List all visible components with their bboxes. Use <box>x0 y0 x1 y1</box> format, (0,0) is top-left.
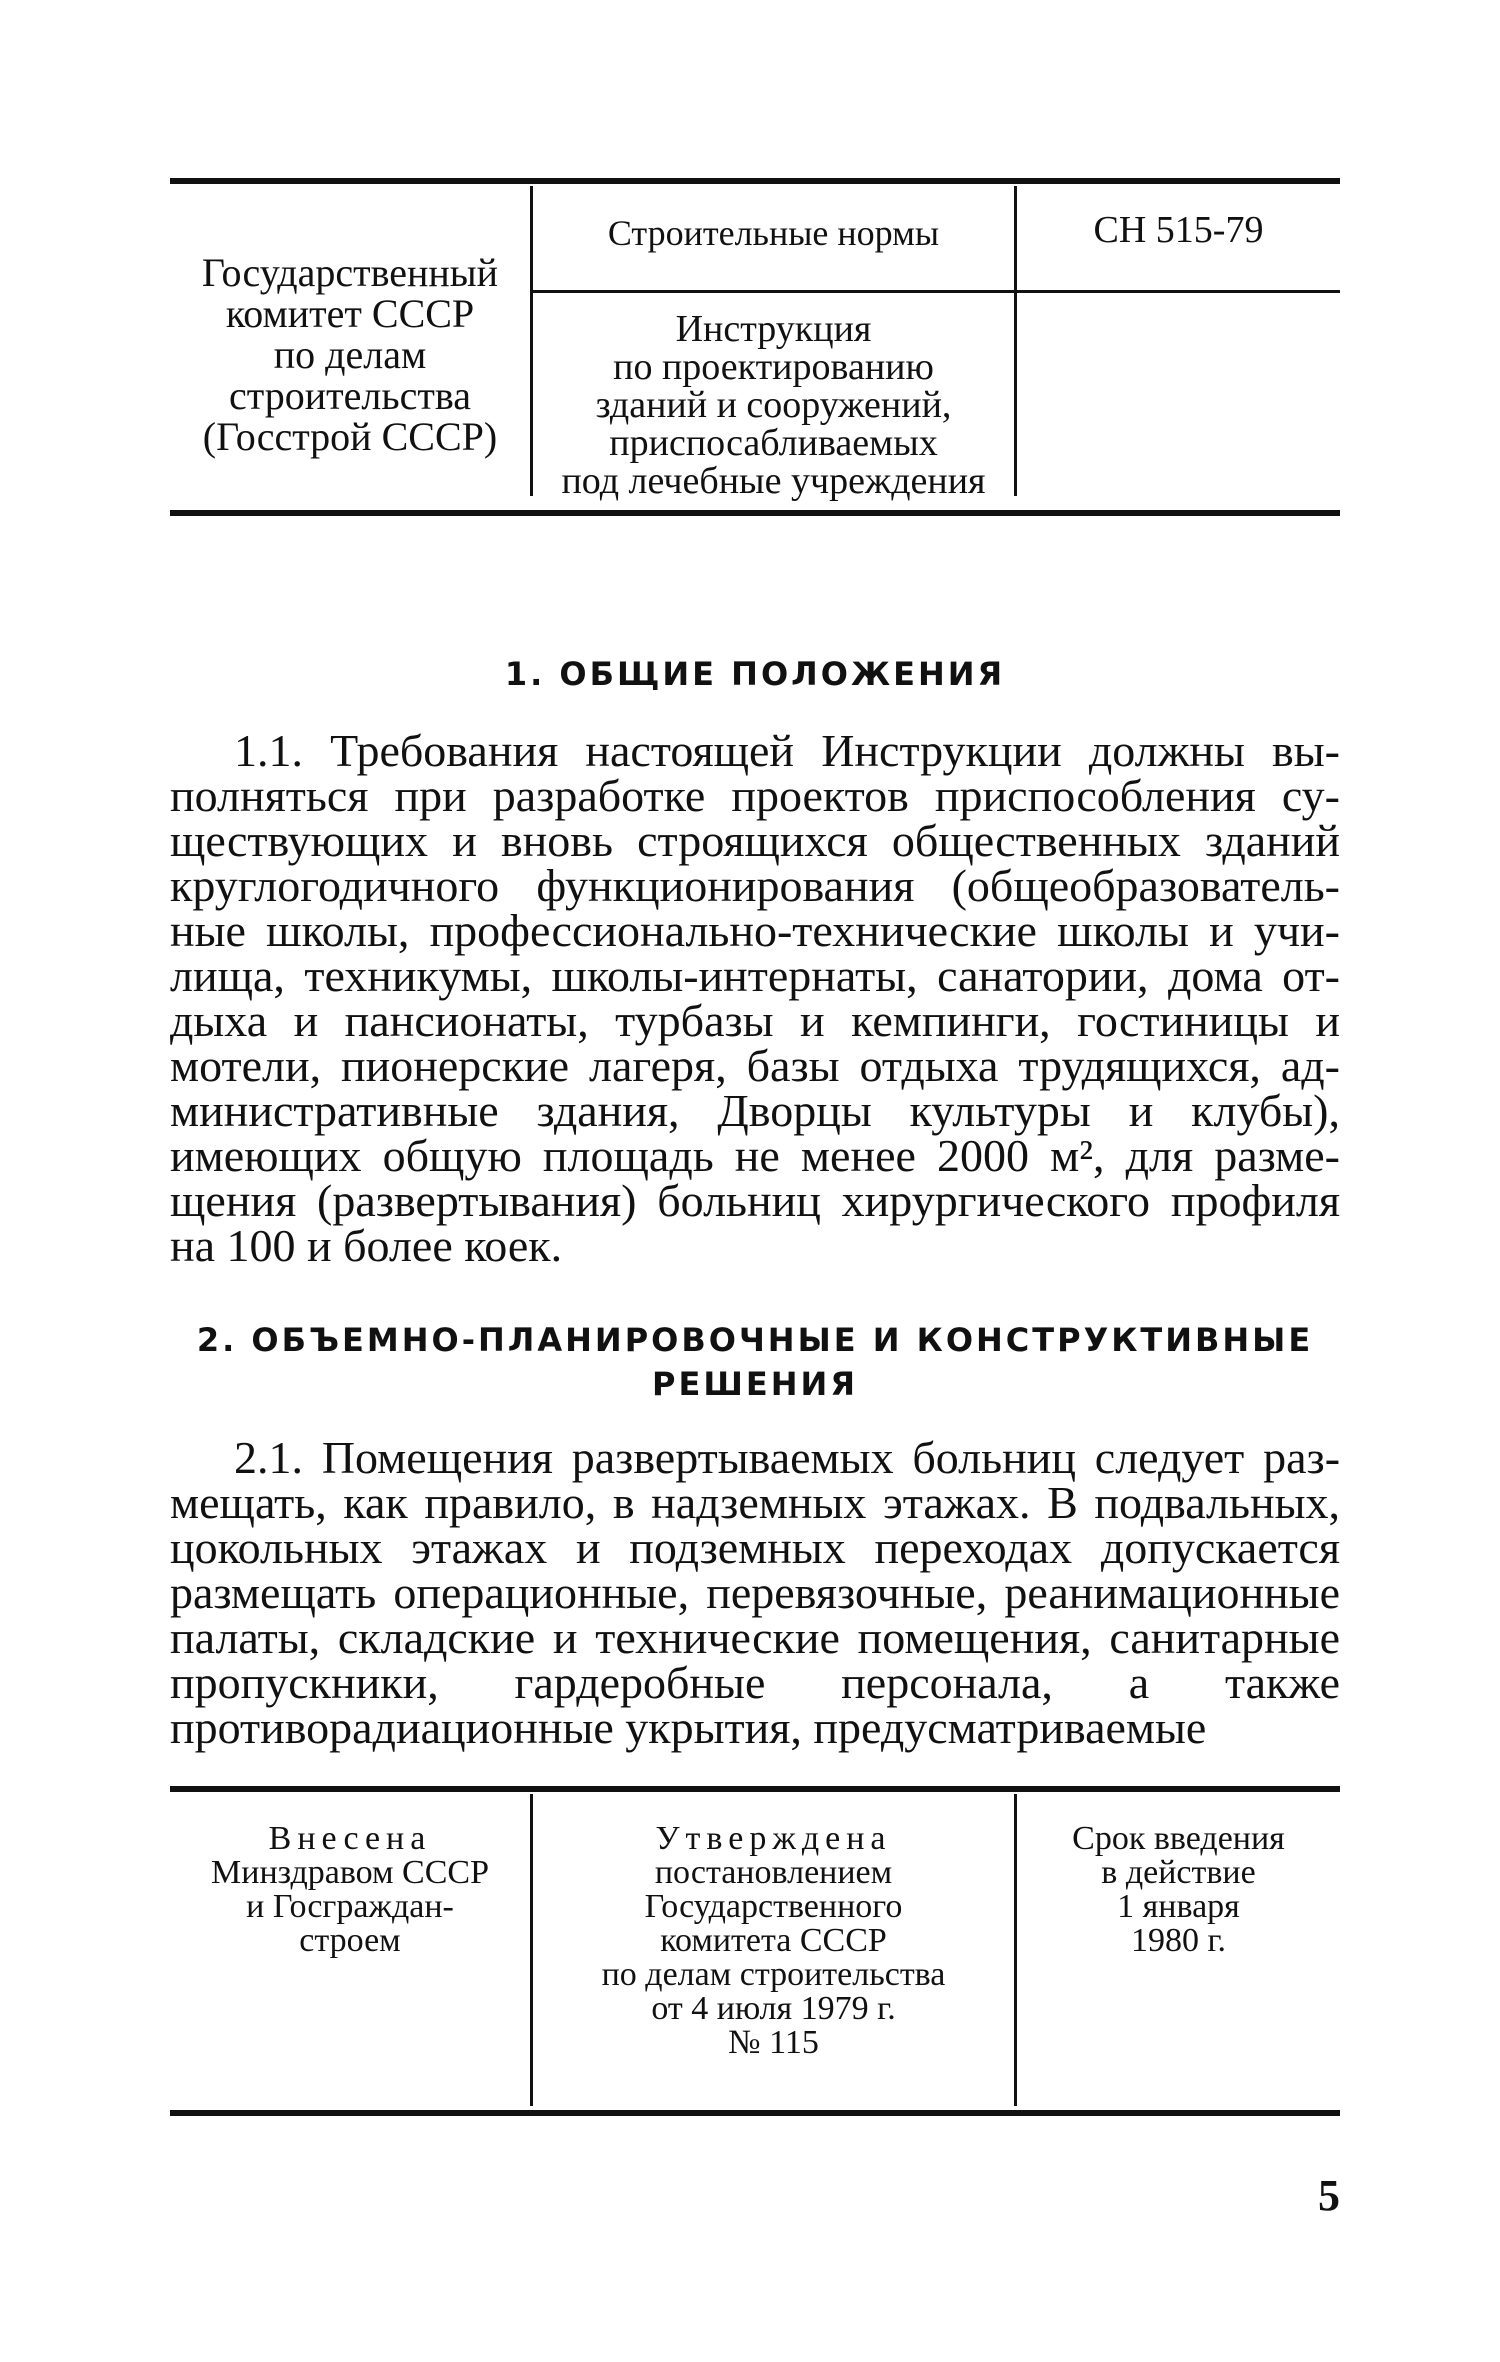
header-mid-rule <box>532 290 1340 293</box>
introduced-line: и Госграждан- <box>246 1888 454 1925</box>
section2-heading-line: 2. ОБЪЕМНО-ПЛАНИРОВОЧНЫЕ И КОНСТРУКТИВНЫЕ <box>196 1321 1314 1359</box>
effective-line: в действие <box>1101 1854 1256 1891</box>
approved-block <box>533 1822 1014 2060</box>
para-number: 1.1. <box>234 725 303 776</box>
section2-heading-line: РЕШЕНИЯ <box>652 1365 858 1403</box>
doc-title-block <box>533 310 1014 500</box>
section1-paragraph <box>170 725 1340 1271</box>
introduced-label: Внесена <box>268 1820 432 1857</box>
para-number: 2.1. <box>234 1432 303 1483</box>
header-bottom-rule <box>170 510 1340 516</box>
agency-line: комитет СССР <box>225 291 475 336</box>
page-number: 5 <box>1318 2171 1340 2220</box>
effective-line: 1980 г. <box>1130 1922 1227 1959</box>
agency-block <box>170 252 530 457</box>
footer-bottom-rule <box>170 2110 1340 2116</box>
section1-heading: 1. ОБЩИЕ ПОЛОЖЕНИЯ <box>504 655 1006 693</box>
section2-paragraph <box>170 1432 1341 1753</box>
approved-line: постановлением <box>654 1854 893 1891</box>
doc-title-line: Инструкция <box>675 308 872 350</box>
section2-heading <box>170 1318 1340 1406</box>
doc-type: Строительные нормы <box>607 213 940 253</box>
approved-line: комитета СССР <box>660 1922 887 1959</box>
agency-line: Государственный <box>201 250 499 295</box>
footer-top-rule <box>170 1786 1340 1792</box>
effective-line: 1 января <box>1117 1888 1240 1925</box>
effective-line: Срок введения <box>1072 1820 1285 1857</box>
effective-block <box>1017 1822 1340 1958</box>
approved-line: Государственного <box>644 1888 903 1925</box>
approved-line: № 115 <box>728 2024 819 2061</box>
para-text: Помещения развертываемых больниц следует размещать, как правило, в надземных этажах. В подвальных, цокольных этажах и подземных переходах допускается размещать операционные, перевязочные, реанимационные палаты, складские и технические помещения, санитарные пропускники, гардеробные персонала, а также противорадиационные укрытия, предусматриваемые <box>170 1432 1341 1753</box>
header-top-rule <box>170 178 1340 184</box>
doc-code: СН 515-79 <box>1093 209 1264 251</box>
introduced-line: Минздравом СССР <box>211 1854 489 1891</box>
doc-title-line: зданий и сооружений, <box>595 384 952 426</box>
introduced-line: строем <box>299 1922 401 1959</box>
introduced-block <box>170 1822 530 1958</box>
doc-title-line: по проектированию <box>613 346 934 388</box>
approved-line: от 4 июля 1979 г. <box>651 1990 896 2027</box>
doc-title-line: под лечебные учреждения <box>561 460 986 502</box>
agency-line: (Госстрой СССР) <box>202 414 498 459</box>
agency-line: по делам <box>273 332 427 377</box>
agency-line: строительства <box>229 373 471 418</box>
approved-label: Утверждена <box>655 1820 892 1857</box>
doc-title-line: приспосабливаемых <box>609 422 938 464</box>
para-text: Требования настоящей Инструкции должны выполняться при разработке проектов приспособления существующих и вновь строящихся общественных зданий круглогодичного функционирования (общеобразовательные школы, профессионально-технические школы и училища, техникумы, школы-интернаты, санатории, дома отдыха и пансионаты, турбазы и кемпинги, гостиницы и мотели, пионерские лагеря, базы отдыха трудящихся, административные здания, Дворцы культуры и клубы), имеющих общую площадь не менее 2000 м², для размещения (развертывания) больниц хирургического профиля на 100 и более коек. <box>170 725 1340 1271</box>
approved-line: по делам строительства <box>601 1956 946 1993</box>
